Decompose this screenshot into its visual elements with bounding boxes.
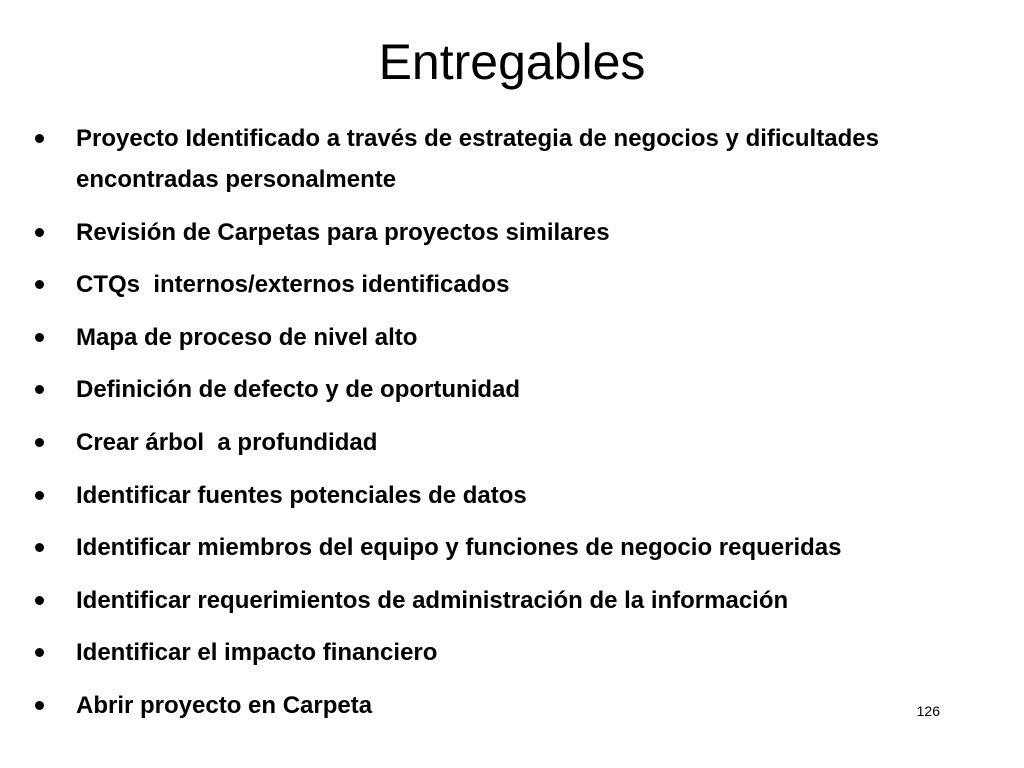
list-item [28,317,998,358]
list-item [28,118,998,200]
page-number: 126 [916,703,940,719]
list-item-text: Revisión de Carpetas para proyectos similares [76,218,610,246]
bullet-icon [35,385,44,394]
bullet-icon [35,134,44,143]
bullet-icon [35,438,44,447]
list-item [28,264,998,305]
list-item-text: Definición de defecto y de oportunidad [76,376,521,404]
list-item [28,632,998,673]
bullet-icon [35,648,44,657]
list-item [28,580,998,621]
bullet-icon [35,280,44,289]
list-item [28,212,998,253]
list-item-text: Abrir proyecto en Carpeta [76,691,373,719]
list-item [28,475,998,516]
bullet-icon [35,228,44,237]
deliverables-list [28,118,998,726]
list-item [28,422,998,463]
list-item-text: Mapa de proceso de nivel alto [76,323,418,351]
list-item [28,685,998,726]
bullet-icon [35,701,44,710]
list-item-text: Identificar requerimientos de administración de la información [76,586,789,614]
bullet-icon [35,543,44,552]
bullet-icon [35,491,44,500]
list-item-text: Identificar el impacto financiero [76,639,438,667]
list-item-text: Identificar miembros del equipo y funciones de negocio requeridas [76,534,842,562]
list-item [28,369,998,410]
list-item [28,527,998,568]
list-item-text: Proyecto Identificado a través de estrategia de negocios y dificultades encontradas personalmente [76,125,879,193]
bullet-icon [35,596,44,605]
list-item-text: Crear árbol a profundidad [76,428,378,456]
bullet-icon [35,333,44,342]
list-item-text: CTQs internos/externos identificados [76,271,510,299]
slide-title: Entregables [378,34,646,90]
list-item-text: Identificar fuentes potenciales de datos [76,481,527,509]
